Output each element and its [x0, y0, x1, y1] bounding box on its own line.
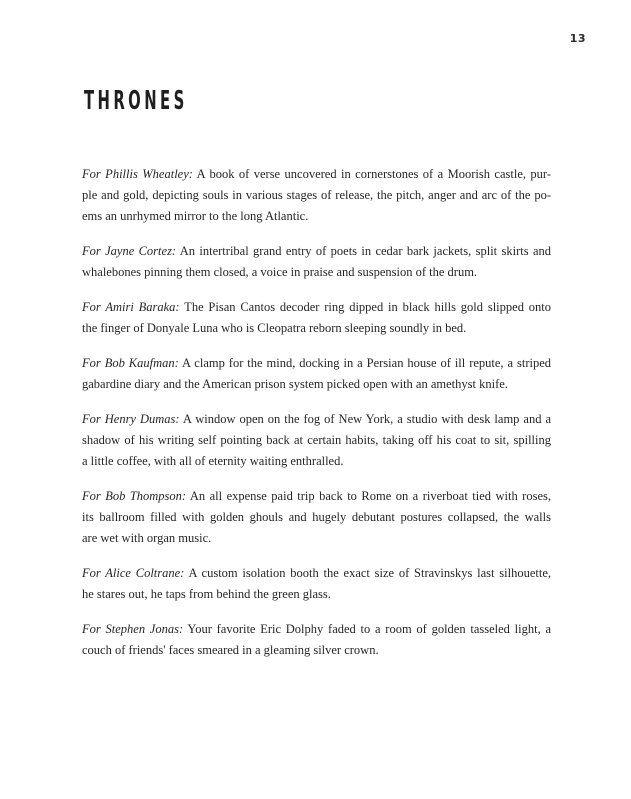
poem-entry	[82, 297, 551, 339]
poem-line: For Henry Dumas: A window open on the fog of New York, a studio with desk lamp and a	[82, 412, 552, 426]
poem-line: For Bob Thompson: An all expense paid trip back to Rome on a riverboat tied with roses,	[82, 489, 551, 503]
poem-entry	[82, 164, 551, 227]
poem-line: are wet with organ music.	[82, 531, 212, 545]
poem-line: gabardine diary and the American prison system picked open with an amethyst knife.	[82, 377, 508, 391]
poem-line: For Jayne Cortez: An intertribal grand entry of poets in cedar bark jackets, split skirts and	[82, 244, 551, 258]
poem-line: For Amiri Baraka: The Pisan Cantos decoder ring dipped in black hills gold slipped onto	[82, 300, 551, 314]
poem-list	[82, 164, 551, 675]
poem-lines	[82, 241, 551, 283]
poem-entry	[82, 353, 551, 395]
poem-lines	[82, 486, 551, 549]
poem-line: ems an unrhymed mirror to the long Atlantic.	[82, 209, 309, 223]
poem-line: a little coffee, with all of eternity waiting enthralled.	[82, 454, 344, 468]
poem-dedication: For Bob Kaufman:	[82, 356, 179, 370]
poem-line: whalebones pinning them closed, a voice in praise and suspension of the drum.	[82, 265, 478, 279]
poem-line: its ballroom filled with golden ghouls and hugely debutant postures collapsed, the walls	[82, 510, 551, 524]
poem-entry	[82, 619, 551, 661]
poem-lines	[82, 164, 551, 227]
poem-lines	[82, 353, 551, 395]
poem-dedication: For Bob Thompson:	[82, 489, 187, 503]
poem-lines	[82, 619, 551, 661]
poem-lines	[82, 297, 551, 339]
poem-line: For Alice Coltrane: A custom isolation booth the exact size of Stravinskys last silhouette,	[82, 566, 551, 580]
poem-line: couch of friends' faces smeared in a gleaming silver crown.	[82, 643, 379, 657]
poem-line: For Stephen Jonas: Your favorite Eric Dolphy faded to a room of golden tasseled light, a	[82, 622, 551, 636]
poem-lines	[82, 409, 551, 472]
poem-line: he stares out, he taps from behind the green glass.	[82, 587, 331, 601]
poem-dedication: For Amiri Baraka:	[82, 300, 180, 314]
poem-dedication: For Phillis Wheatley:	[82, 167, 193, 181]
poem-line: ple and gold, depicting souls in various stages of release, the pitch, anger and arc of the po-	[82, 188, 551, 202]
poem-line: the finger of Donyale Luna who is Cleopatra reborn sleeping soundly in bed.	[82, 321, 467, 335]
page-number: 13	[569, 32, 586, 45]
poem-line: For Bob Kaufman: A clamp for the mind, docking in a Persian house of ill repute, a striped	[82, 356, 552, 370]
poem-line: For Phillis Wheatley: A book of verse uncovered in cornerstones of a Moorish castle, pur-	[82, 167, 551, 181]
poem-lines	[82, 563, 551, 605]
poem-entry	[82, 409, 551, 472]
poem-entry	[82, 241, 551, 283]
poem-entry	[82, 486, 551, 549]
poem-dedication: For Henry Dumas:	[82, 412, 180, 426]
chapter-title: THRONES	[84, 86, 188, 116]
poem-dedication: For Stephen Jonas:	[82, 622, 184, 636]
poem-dedication: For Jayne Cortez:	[82, 244, 177, 258]
poem-dedication: For Alice Coltrane:	[82, 566, 185, 580]
poem-line: shadow of his writing self pointing back at certain habits, taking off his coat to sit, spilling	[82, 433, 551, 447]
poem-entry	[82, 563, 551, 605]
